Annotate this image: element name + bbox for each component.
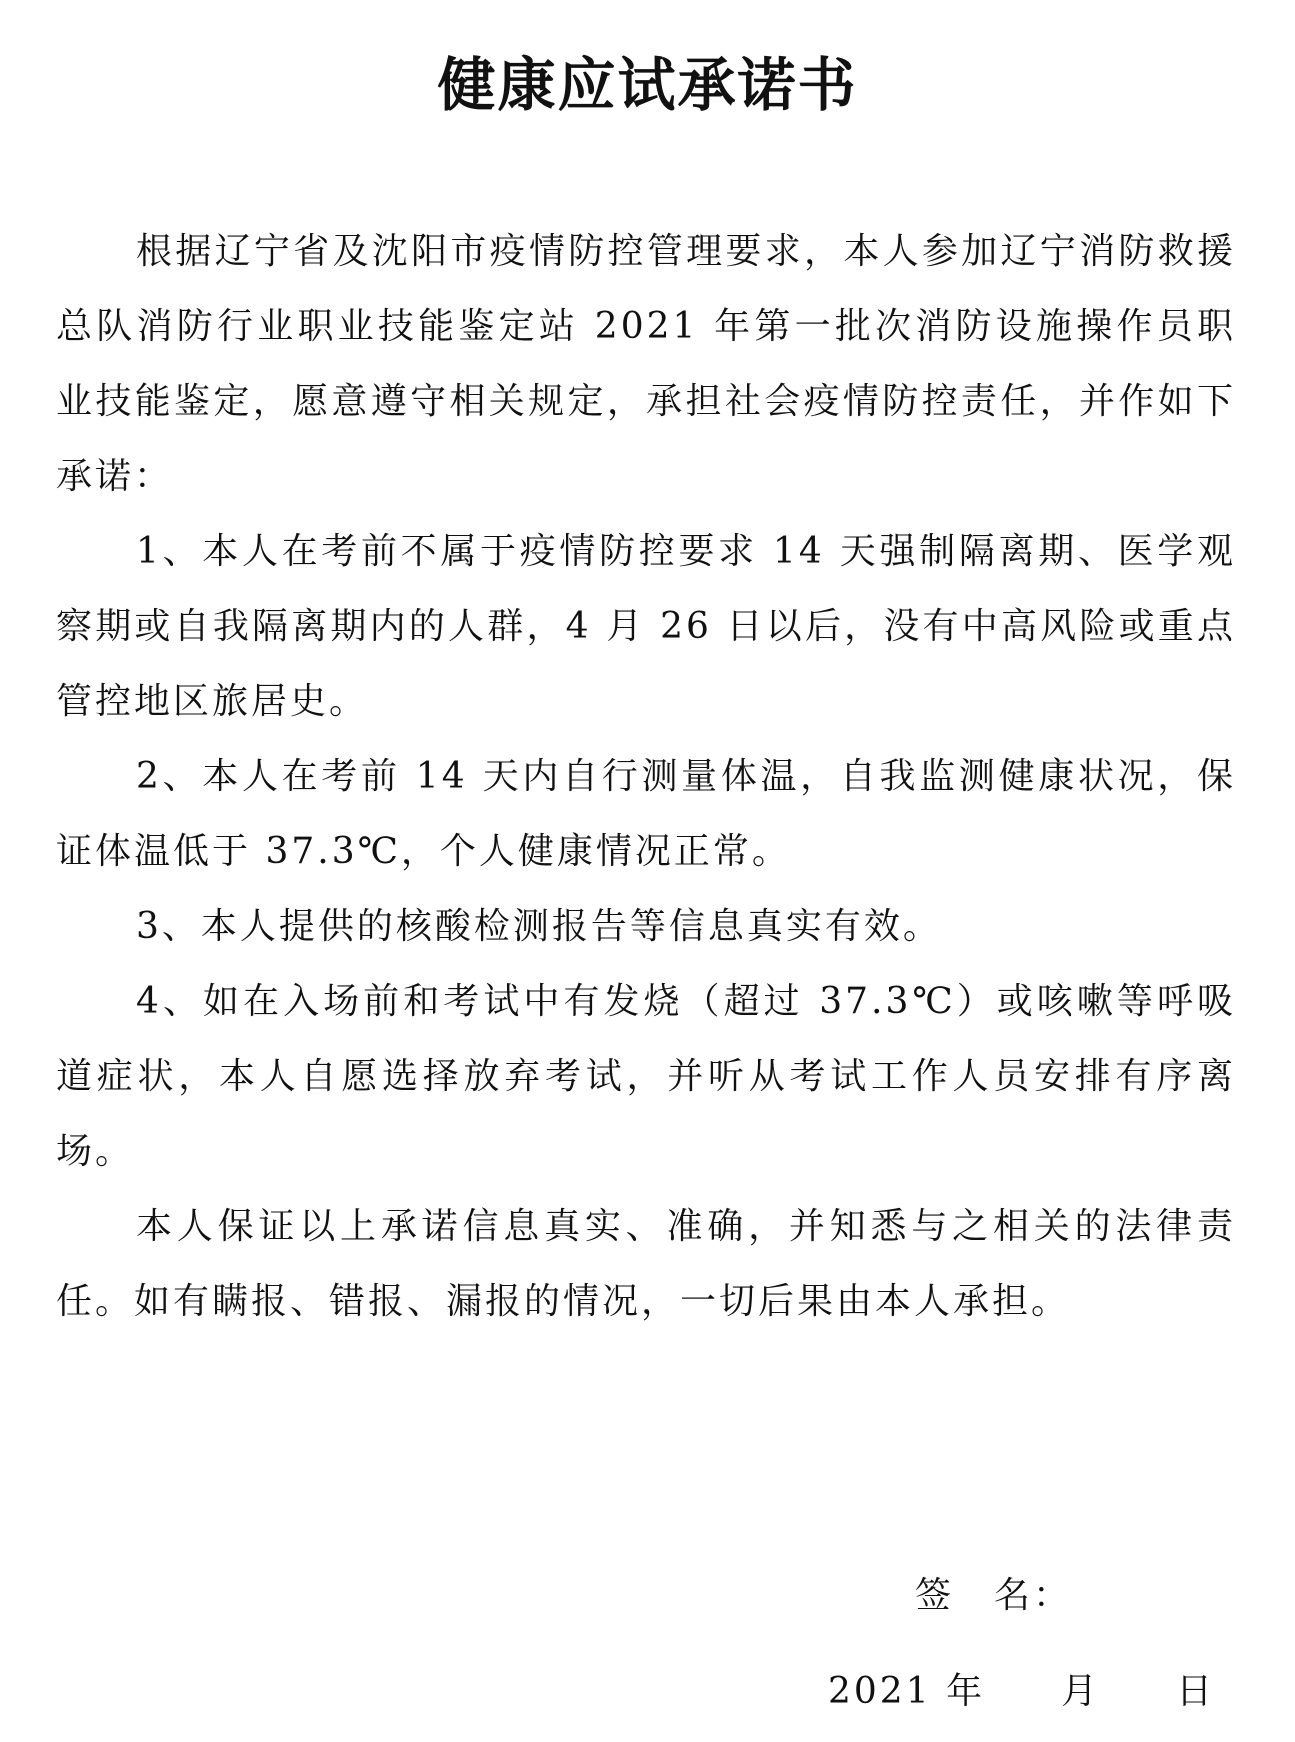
signature-line (915, 1566, 1072, 1626)
date-month-unit: 月 (1061, 1671, 1101, 1712)
signature-label-char-1: 签 (915, 1575, 955, 1616)
date-day-unit: 日 (1176, 1671, 1216, 1712)
signature-label-char-2: 名： (994, 1575, 1073, 1616)
date-line (828, 1662, 1215, 1722)
date-year: 2021 (828, 1671, 932, 1712)
commitment-item-4: 4、如在入场前和考试中有发烧（超过 37.3℃）或咳嗽等呼吸道症状，本人自愿选择放弃考试，并听从考试工作人员安排有序离场。 (56, 981, 1236, 1172)
commitment-item-3: 3、本人提供的核酸检测报告等信息真实有效。 (136, 906, 942, 947)
document-title: 健康应试承诺书 (437, 51, 858, 119)
intro-paragraph: 根据辽宁省及沈阳市疫情防控管理要求，本人参加辽宁消防救援总队消防行业职业技能鉴定站 2021 年第一批次消防设施操作员职业技能鉴定，愿意遵守相关规定，承担社会疫情防控责任，并作如下承诺： (56, 231, 1236, 497)
closing-paragraph: 本人保证以上承诺信息真实、准确，并知悉与之相关的法律责任。如有瞒报、错报、漏报的情况，一切后果由本人承担。 (56, 1206, 1236, 1322)
date-year-unit: 年 (946, 1671, 986, 1712)
commitment-item-2: 2、本人在考前 14 天内自行测量体温，自我监测健康状况，保证体温低于 37.3℃，个人健康情况正常。 (56, 756, 1236, 872)
document-body (56, 214, 1236, 1339)
commitment-item-1: 1、本人在考前不属于疫情防控要求 14 天强制隔离期、医学观察期或自我隔离期内的人群，4 月 26 日以后，没有中高风险或重点管控地区旅居史。 (56, 531, 1236, 722)
